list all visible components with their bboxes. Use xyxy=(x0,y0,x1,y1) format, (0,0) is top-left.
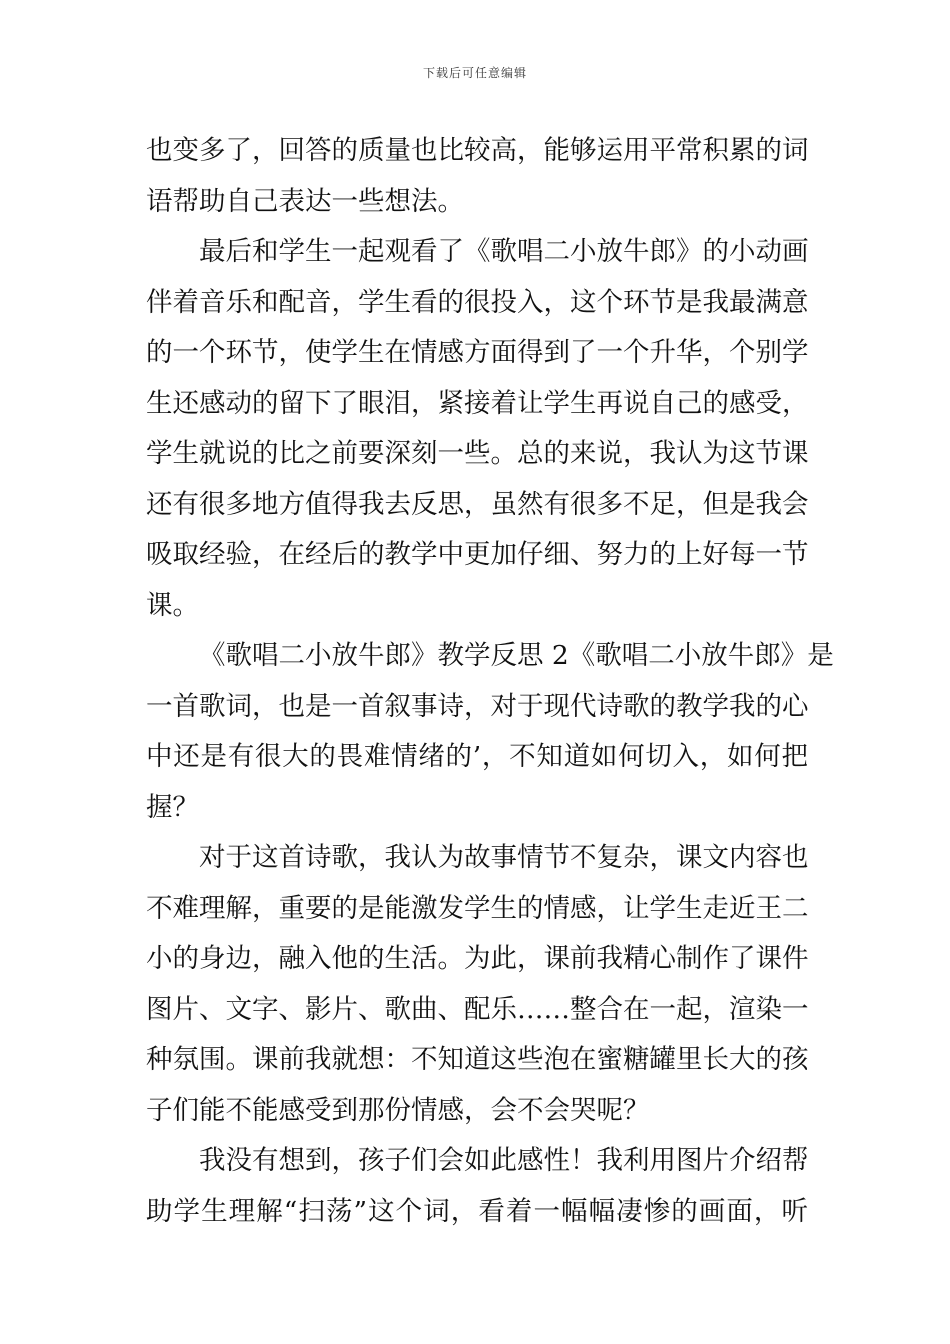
text-line: 一首歌词，也是一首叙事诗，对于现代诗歌的教学我的心 xyxy=(146,690,809,722)
text-line: 课。 xyxy=(146,589,199,621)
page-header: 下载后可任意编辑 xyxy=(422,66,527,80)
text-line: 最后和学生一起观看了《歌唱二小放牛郎》的小动画 xyxy=(199,236,809,267)
text-line: 也变多了，回答的质量也比较高，能够运用平常积累的词 xyxy=(146,135,809,166)
text-line: 中还是有很大的畏难情绪的’，不知道如何切入，如何把 xyxy=(146,741,808,772)
text-line: 助学生理解“扫荡”这个词，看着一幅幅凄惨的画面，听 xyxy=(146,1195,808,1227)
text-line: 对于这首诗歌，我认为故事情节不复杂，课文内容也 xyxy=(199,842,809,873)
text-line: 《歌唱二小放牛郎》教学反思 2《歌唱二小放牛郎》是 xyxy=(199,640,834,671)
text-line: 图片、文字、影片、歌曲、配乐……整合在一起，渲染一 xyxy=(146,993,809,1025)
text-line: 种氛围。课前我就想：不知道这些泡在蜜糖罐里长大的孩 xyxy=(146,1044,809,1075)
document-body xyxy=(146,126,834,1237)
text-line: 子们能不能感受到那份情感，会不会哭呢？ xyxy=(146,1094,650,1126)
text-line: 伴着音乐和配音，学生看的很投入，这个环节是我最满意 xyxy=(146,286,809,318)
text-line: 的一个环节，使学生在情感方面得到了一个升华，个别学 xyxy=(146,337,809,368)
text-line: 还有很多地方值得我去反思，虽然有很多不足，但是我会 xyxy=(146,488,809,520)
text-line: 不难理解，重要的是能激发学生的情感，让学生走近王二 xyxy=(146,892,809,924)
text-line: 吸取经验，在经后的教学中更加仔细、努力的上好每一节 xyxy=(146,539,809,570)
text-line: 学生就说的比之前要深刻一些。总的来说，我认为这节课 xyxy=(146,438,809,469)
text-line: 我没有想到，孩子们会如此感性！我利用图片介绍帮 xyxy=(199,1145,809,1176)
text-line: 生还感动的留下了眼泪，紧接着让学生再说自己的感受， xyxy=(146,387,809,419)
text-line: 小的身边，融入他的生活。为此，课前我精心制作了课件 xyxy=(146,943,809,974)
text-line: 语帮助自己表达一些想法。 xyxy=(146,185,464,217)
text-line: 握？ xyxy=(146,791,199,823)
